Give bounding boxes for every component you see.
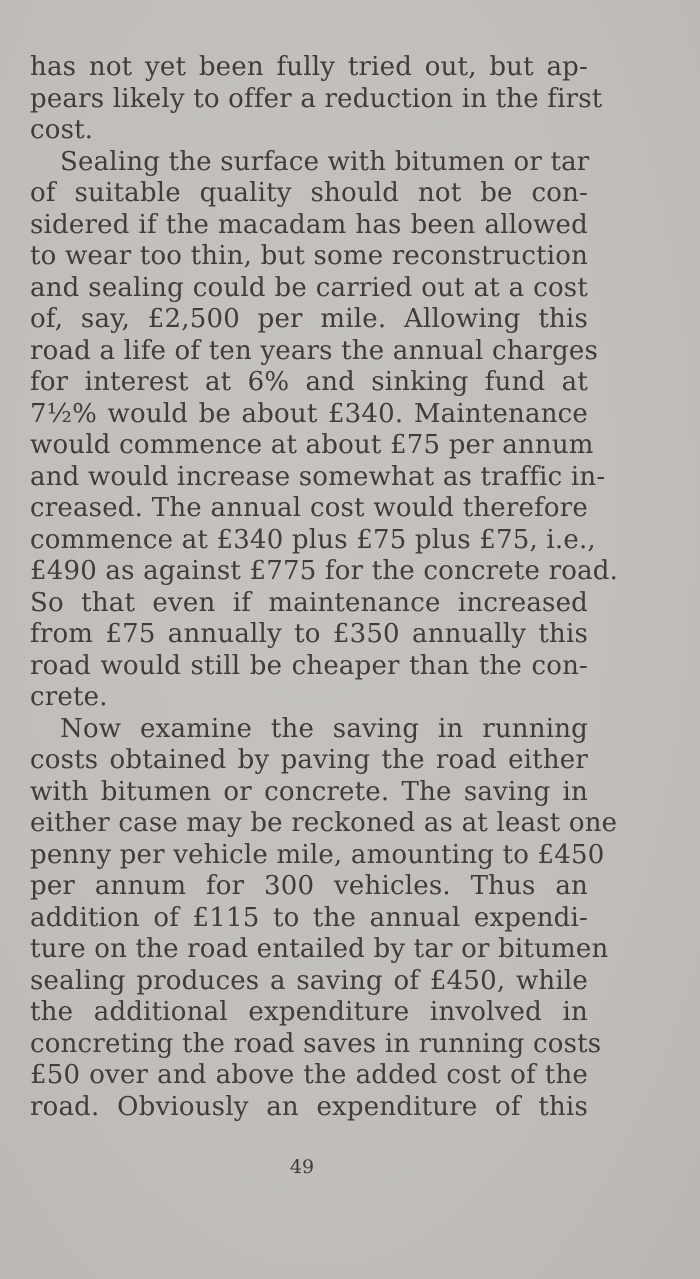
- text-line: of, say, £2,500 per mile. Allowing this: [30, 304, 588, 334]
- text-line: cost.: [30, 115, 94, 145]
- text-line: road a life of ten years the annual charges: [30, 335, 599, 366]
- paragraph-start-line: Sealing the surface with bitumen or tar: [60, 146, 590, 177]
- text-line: pears likely to offer a reduction in the first: [30, 83, 603, 114]
- text-line: commence at £340 plus £75 plus £75, i.e.,: [30, 524, 596, 555]
- text-line: sealing produces a saving of £450, while: [30, 965, 588, 996]
- text-line: per annum for 300 vehicles. Thus an: [30, 871, 588, 901]
- text-line: road would still be cheaper than the con-: [30, 650, 588, 681]
- text-line: either case may be reckoned as at least one: [30, 808, 618, 838]
- text-line: So that even if maintenance increased: [30, 587, 588, 618]
- text-line: the additional expenditure involved in: [30, 997, 588, 1027]
- text-line: concreting the road saves in running costs: [30, 1028, 602, 1059]
- text-line: £50 over and above the added cost of the: [30, 1060, 588, 1090]
- text-line: for interest at 6% and sinking fund at: [30, 367, 588, 397]
- text-line: to wear too thin, but some reconstruction: [30, 241, 589, 271]
- text-line: creased. The annual cost would therefore: [30, 493, 588, 523]
- text-line: addition of £115 to the annual expendi-: [30, 902, 588, 933]
- text-line: has not yet been fully tried out, but ap-: [30, 52, 588, 82]
- text-line: costs obtained by paving the road either: [30, 745, 588, 775]
- text-line: with bitumen or concrete. The saving in: [30, 776, 588, 807]
- text-line: and sealing could be carried out at a cost: [30, 272, 588, 303]
- text-line: would commence at about £75 per annum: [30, 430, 594, 460]
- text-line: 7½% would be about £340. Maintenance: [30, 398, 588, 429]
- body-text: [30, 52, 619, 1123]
- text-line: sidered if the macadam has been allowed: [30, 209, 588, 240]
- text-line: and would increase somewhat as traffic in-: [30, 461, 606, 492]
- text-line: crete.: [30, 682, 108, 712]
- text-line: from £75 annually to £350 annually this: [30, 619, 588, 649]
- text-line: road. Obviously an expenditure of this: [30, 1091, 588, 1122]
- text-line: of suitable quality should not be con-: [30, 178, 588, 208]
- text-line: £490 as against £775 for the concrete road.: [30, 556, 619, 586]
- text-line: ture on the road entailed by tar or bitumen: [30, 934, 609, 964]
- paragraph-start-line: Now examine the saving in running: [60, 713, 588, 744]
- text-line: penny per vehicle mile, amounting to £450: [30, 839, 605, 870]
- page-number: 49: [289, 1156, 315, 1178]
